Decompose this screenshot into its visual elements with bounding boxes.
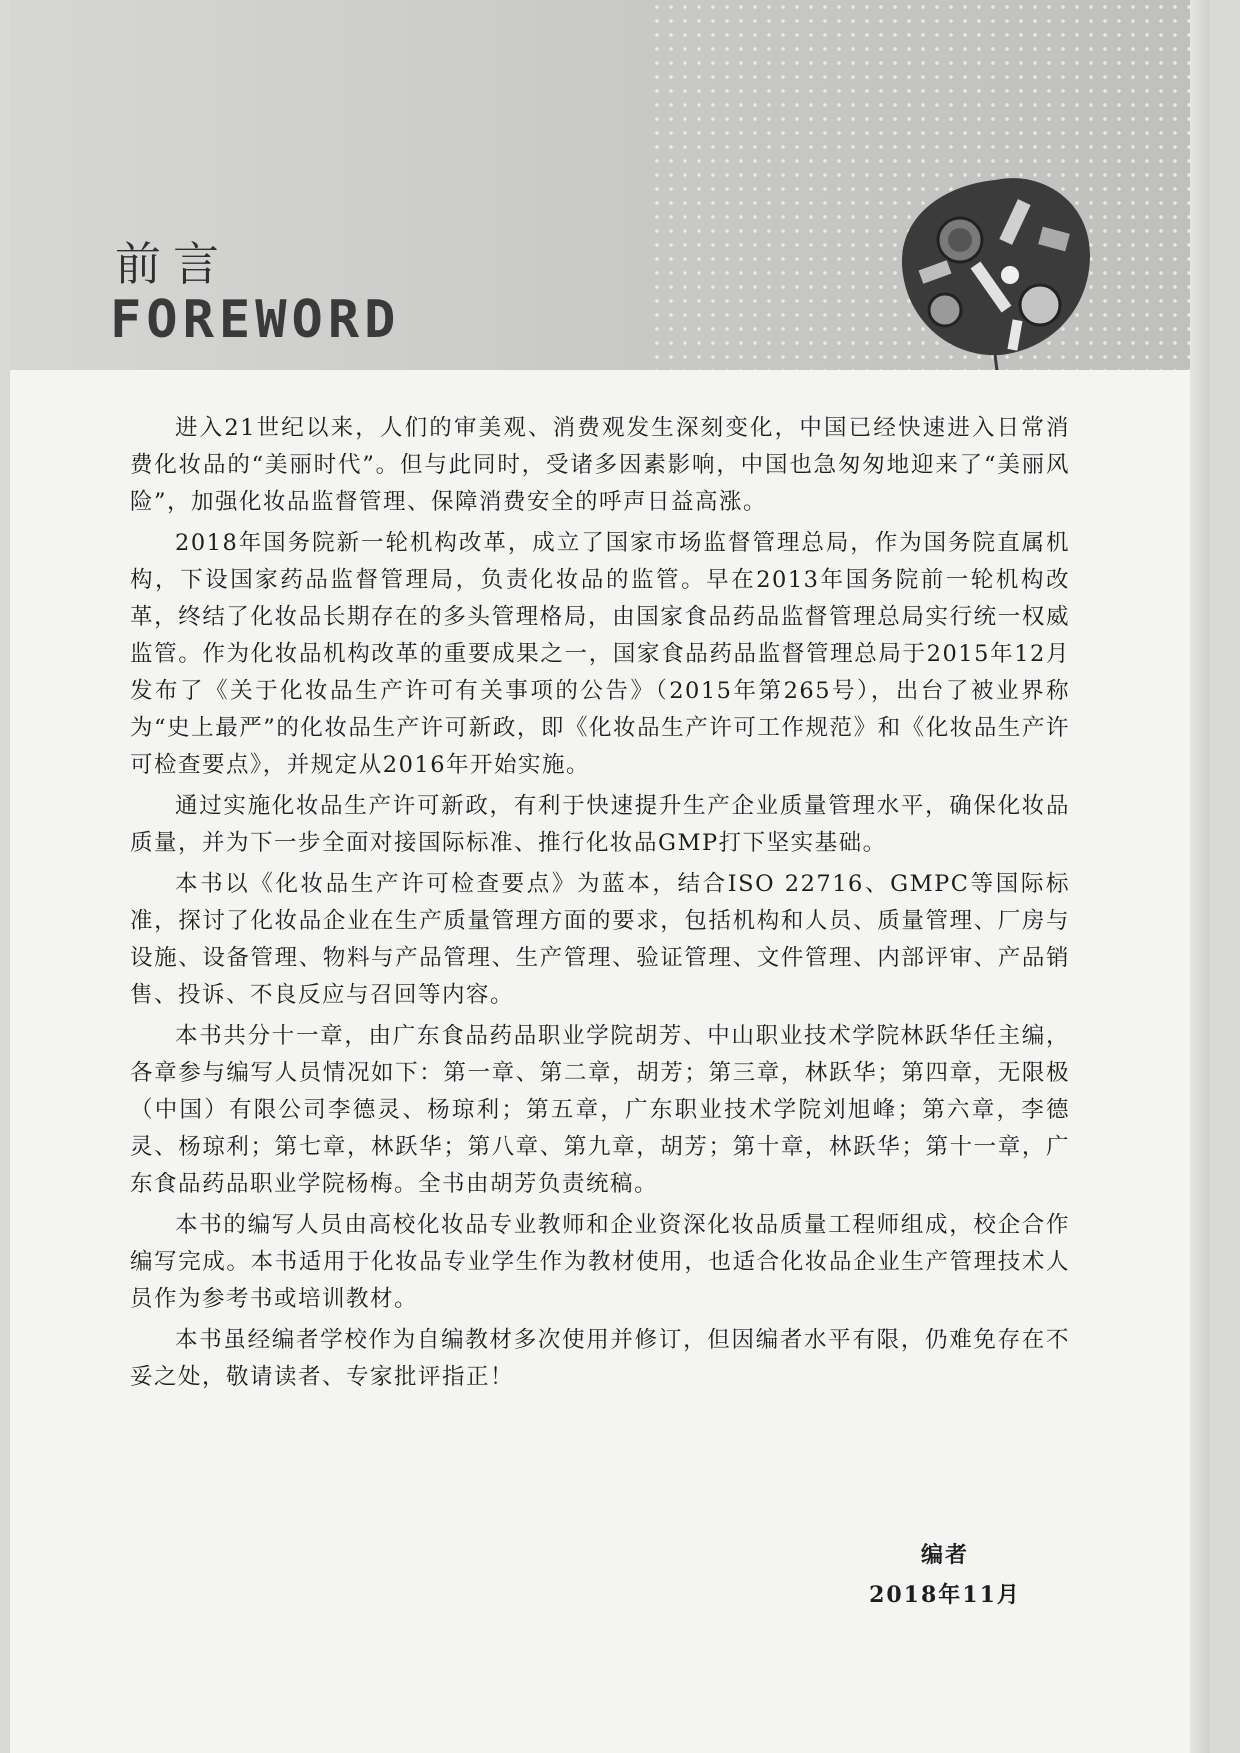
date-label: 2018年11月 [869, 1582, 1021, 1608]
author-label: 编者 [920, 1542, 969, 1568]
paragraph: 通过实施化妆品生产许可新政，有利于快速提升生产企业质量管理水平，确保化妆品质量，并为下一步全面对接国际标准、推行化妆品GMP打下坚实基础。 [130, 793, 1070, 856]
signature-block [850, 1535, 1040, 1615]
header-band [10, 0, 1210, 370]
paragraph: 本书的编写人员由高校化妆品专业教师和企业资深化妆品质量工程师组成，校企合作编写完成。本书适用于化妆品专业学生作为教材使用，也适合化妆品企业生产管理技术人员作为参考书或培训教材。 [130, 1212, 1070, 1312]
page-subtitle: FOREWORD [110, 290, 401, 350]
cosmetics-leaf-illustration [890, 160, 1100, 370]
page-edge-shadow [1190, 0, 1210, 1753]
paragraph: 进入21世纪以来，人们的审美观、消费观发生深刻变化，中国已经快速进入日常消费化妆品的“美丽时代”。但与此同时，受诸多因素影响，中国也急匆匆地迎来了“美丽风险”，加强化妆品监督管理、保障消费安全的呼声日益高涨。 [130, 415, 1070, 515]
book-page [10, 0, 1210, 1753]
paragraph: 本书共分十一章，由广东食品药品职业学院胡芳、中山职业技术学院林跃华任主编，各章参与编写人员情况如下：第一章、第二章，胡芳；第三章，林跃华；第四章，无限极（中国）有限公司李德灵、杨琼利；第五章，广东职业技术学院刘旭峰；第六章，李德灵、杨琼利；第七章，林跃华；第八章、第九章，胡芳；第十章，林跃华；第十一章，广东食品药品职业学院杨梅。全书由胡芳负责统稿。 [130, 1023, 1070, 1197]
paragraph: 本书虽经编者学校作为自编教材多次使用并修订，但因编者水平有限，仍难免存在不妥之处，敬请读者、专家批评指正！ [130, 1327, 1070, 1390]
foreword-body [130, 410, 1070, 1396]
page-title: 前言 [115, 237, 231, 291]
paragraph: 本书以《化妆品生产许可检查要点》为蓝本，结合ISO 22716、GMPC等国际标准，探讨了化妆品企业在生产质量管理方面的要求，包括机构和人员、质量管理、厂房与设施、设备管理、物料与产品管理、生产管理、验证管理、文件管理、内部评审、产品销售、投诉、不良反应与召回等内容。 [130, 871, 1071, 1008]
paragraph: 2018年国务院新一轮机构改革，成立了国家市场监督管理总局，作为国务院直属机构，下设国家药品监督管理局，负责化妆品的监管。早在2013年国务院前一轮机构改革，终结了化妆品长期存在的多头管理格局，由国家食品药品监督管理总局实行统一权威监管。作为化妆品机构改革的重要成果之一，国家食品药品监督管理总局于2015年12月发布了《关于化妆品生产许可有关事项的公告》（2015年第265号），出台了被业界称为“史上最严”的化妆品生产许可新政，即《化妆品生产许可工作规范》和《化妆品生产许可检查要点》，并规定从2016年开始实施。 [130, 530, 1070, 778]
